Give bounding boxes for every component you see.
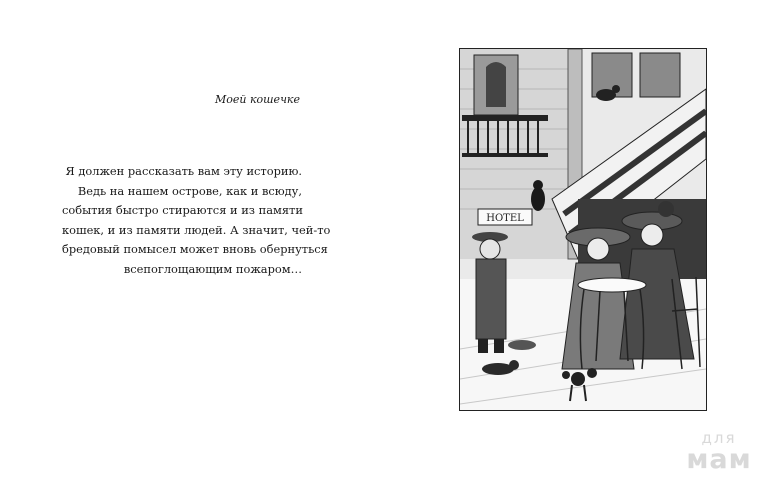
text-line: всепоглощающим пожаром… xyxy=(123,261,302,276)
text-line: события быстро стираются и из памяти xyxy=(62,203,303,217)
text-line: бредовый помысел может вновь обернуться xyxy=(62,242,328,256)
hotel-sign: HOTEL xyxy=(486,213,524,224)
watermark-line1: для xyxy=(701,429,737,447)
illustration-drawing xyxy=(460,49,706,410)
body-text xyxy=(62,162,331,279)
watermark-line2: мам xyxy=(686,444,752,475)
text-line: Ведь на нашем острове, как и всюду, xyxy=(77,183,302,198)
dedication: Моей кошечке xyxy=(214,93,300,106)
text-line: Я должен рассказать вам эту историю. xyxy=(65,164,302,178)
street-cafe-illustration xyxy=(459,48,707,411)
watermark-logo xyxy=(684,430,754,474)
text-line: кошек, и из памяти людей. А значит, чей-то xyxy=(62,222,331,237)
